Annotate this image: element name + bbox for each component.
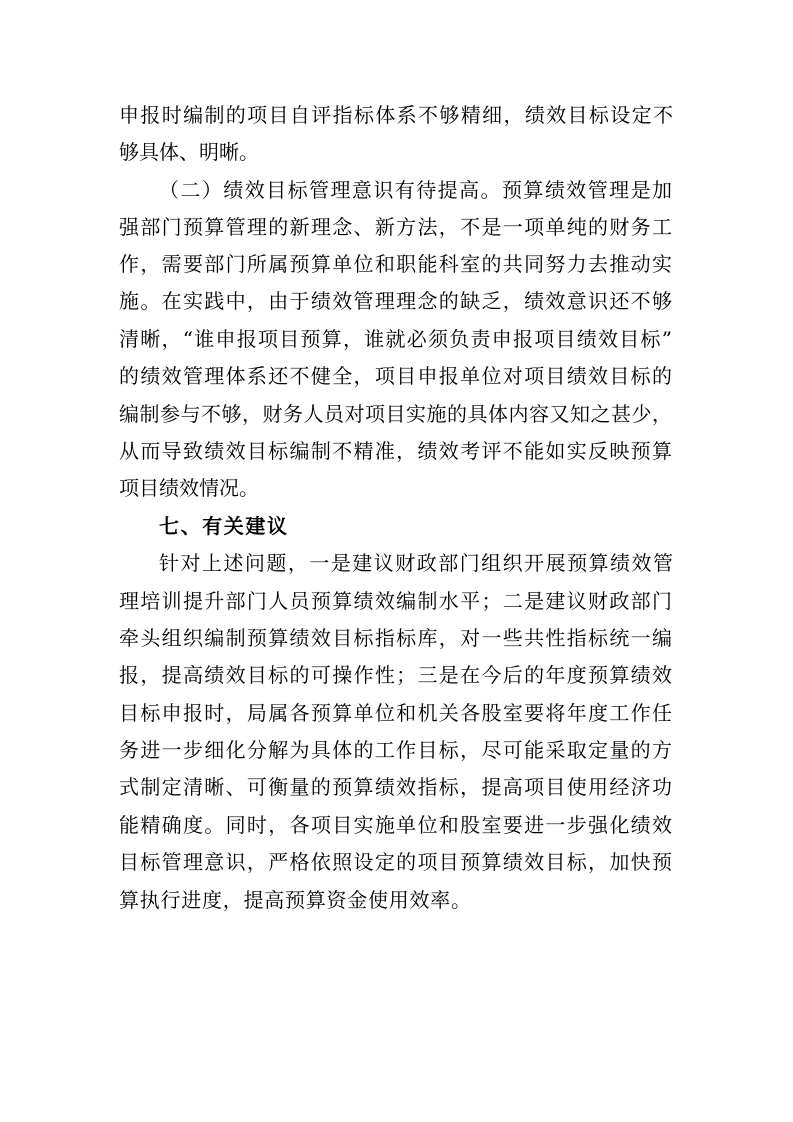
body-line <box>0 433 793 470</box>
line-text: 项目绩效情况。 <box>119 476 259 500</box>
body-line <box>0 209 793 246</box>
body-line <box>0 769 793 806</box>
body-line <box>0 882 793 919</box>
body-line <box>0 172 793 209</box>
line-text: 算执行进度，提高预算资金使用效率。 <box>119 888 472 912</box>
line-text: 强部门预算管理的新理念、新方法，不是一项单纯的财务工 <box>119 215 674 239</box>
line-text: 式制定清晰、可衡量的预算绩效指标，提高项目使用经济功 <box>119 775 674 799</box>
line-text: 的绩效管理体系还不健全，项目申报单位对项目绩效目标的 <box>119 364 674 388</box>
line-text: 理培训提升部门人员预算绩效编制水平；二是建议财政部门 <box>119 589 674 613</box>
body-line <box>0 97 793 134</box>
line-text: 能精确度。同时，各项目实施单位和股室要进一步强化绩效 <box>119 813 674 837</box>
line-text: （二）绩效目标管理意识有待提高。预算绩效管理是加 <box>159 178 674 202</box>
body-line <box>0 246 793 283</box>
body-line <box>0 545 793 582</box>
line-text: 针对上述问题，一是建议财政部门组织开展预算绩效管 <box>159 551 675 575</box>
body-line <box>0 657 793 694</box>
body-line <box>0 470 793 507</box>
body-line <box>0 807 793 844</box>
body-line <box>0 844 793 881</box>
line-text: 报，提高绩效目标的可操作性；三是在今后的年度预算绩效 <box>119 663 674 687</box>
line-text: 编制参与不够，财务人员对项目实施的具体内容又知之甚少， <box>119 402 673 426</box>
body-line <box>0 695 793 732</box>
heading-text: 七、有关建议 <box>159 514 289 538</box>
line-text: 够具体、明晰。 <box>119 140 259 164</box>
line-text: 施。在实践中，由于绩效管理理念的缺乏，绩效意识还不够 <box>119 289 674 313</box>
line-text: 牵头组织编制预算绩效目标指标库，对一些共性指标统一编 <box>119 626 674 650</box>
line-text: 务进一步细化分解为具体的工作目标，尽可能采取定量的方 <box>119 738 674 762</box>
body-line <box>0 732 793 769</box>
body-line <box>0 358 793 395</box>
body-line <box>0 321 793 358</box>
line-text: 目标管理意识，严格依照设定的项目预算绩效目标，加快预 <box>119 850 674 874</box>
body-line <box>0 283 793 320</box>
line-text: 清晰，“谁申报项目预算，谁就必须负责申报项目绩效目标” <box>119 327 674 351</box>
line-text: 申报时编制的项目自评指标体系不够精细，绩效目标设定不 <box>119 103 675 127</box>
line-text: 目标申报时，局属各预算单位和机关各股室要将年度工作任 <box>119 701 674 725</box>
body-line <box>0 620 793 657</box>
body-line <box>0 134 793 171</box>
section-heading <box>0 508 793 545</box>
body-line <box>0 583 793 620</box>
line-text: 从而导致绩效目标编制不精准，绩效考评不能如实反映预算 <box>119 439 674 463</box>
body-line <box>0 396 793 433</box>
line-text: 作，需要部门所属预算单位和职能科室的共同努力去推动实 <box>119 252 674 276</box>
